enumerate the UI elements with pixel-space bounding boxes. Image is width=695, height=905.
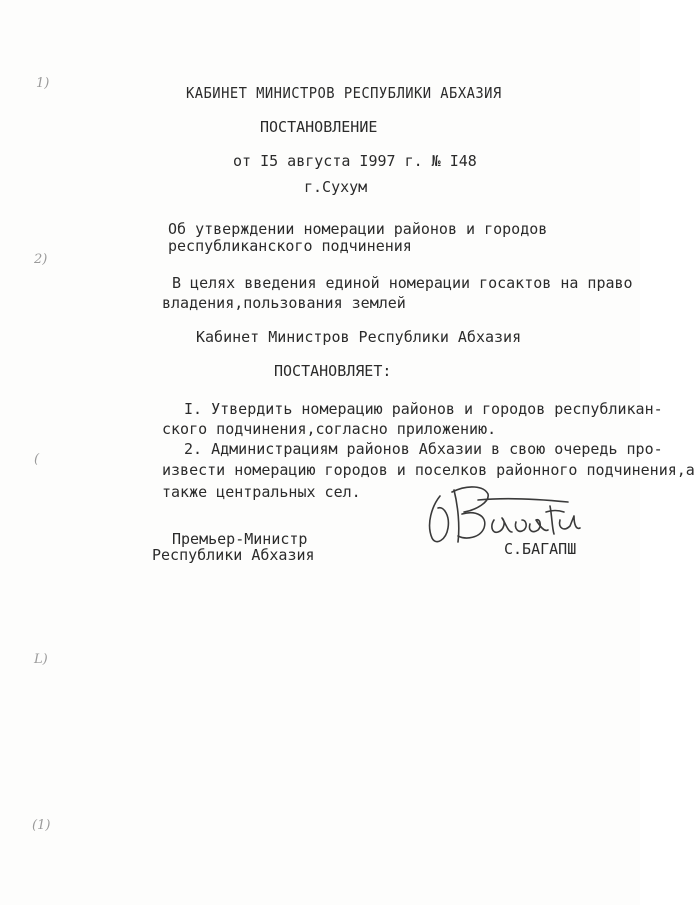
subject-line-1: Об утверждении номерации районов и городов — [168, 220, 548, 238]
margin-mark: L) — [34, 652, 48, 667]
issuer: Кабинет Министров Республики Абхазия — [196, 328, 522, 346]
position-line-2: Республики Абхазия — [152, 546, 315, 564]
preamble-line-2: владения,пользования землей — [162, 294, 406, 312]
margin-mark: 1) — [36, 76, 50, 91]
item-2-line-2: извести номерацию городов и поселков районного подчинения,а — [162, 461, 695, 479]
margin-mark: 2) — [34, 252, 48, 267]
margin-mark: (1) — [32, 818, 51, 833]
document-type: ПОСТАНОВЛЕНИЕ — [260, 118, 378, 136]
city: г.Сухум — [304, 178, 368, 196]
decree-word: ПОСТАНОВЛЯЕТ: — [274, 362, 392, 380]
position-line-1: Премьер-Министр — [172, 530, 308, 548]
item-2-line-3: также центральных сел. — [162, 483, 361, 501]
item-1-line-1: I. Утвердить номерацию районов и городов республикан- — [184, 400, 663, 418]
item-2-line-1: 2. Администрациям районов Абхазии в свою очередь про- — [184, 440, 663, 458]
subject-line-2: республиканского подчинения — [168, 237, 412, 255]
item-1-line-2: ского подчинения,согласно приложению. — [162, 420, 497, 438]
date-line: от I5 августа I997 г. № I48 — [233, 152, 477, 170]
signatory-name: С.БАГАПШ — [504, 540, 577, 558]
document-header: КАБИНЕТ МИНИСТРОВ РЕСПУБЛИКИ АБХАЗИЯ — [186, 84, 502, 102]
preamble-line-1: В целях введения единой номерации госактов на право — [172, 274, 633, 292]
margin-mark: ( — [34, 452, 40, 467]
